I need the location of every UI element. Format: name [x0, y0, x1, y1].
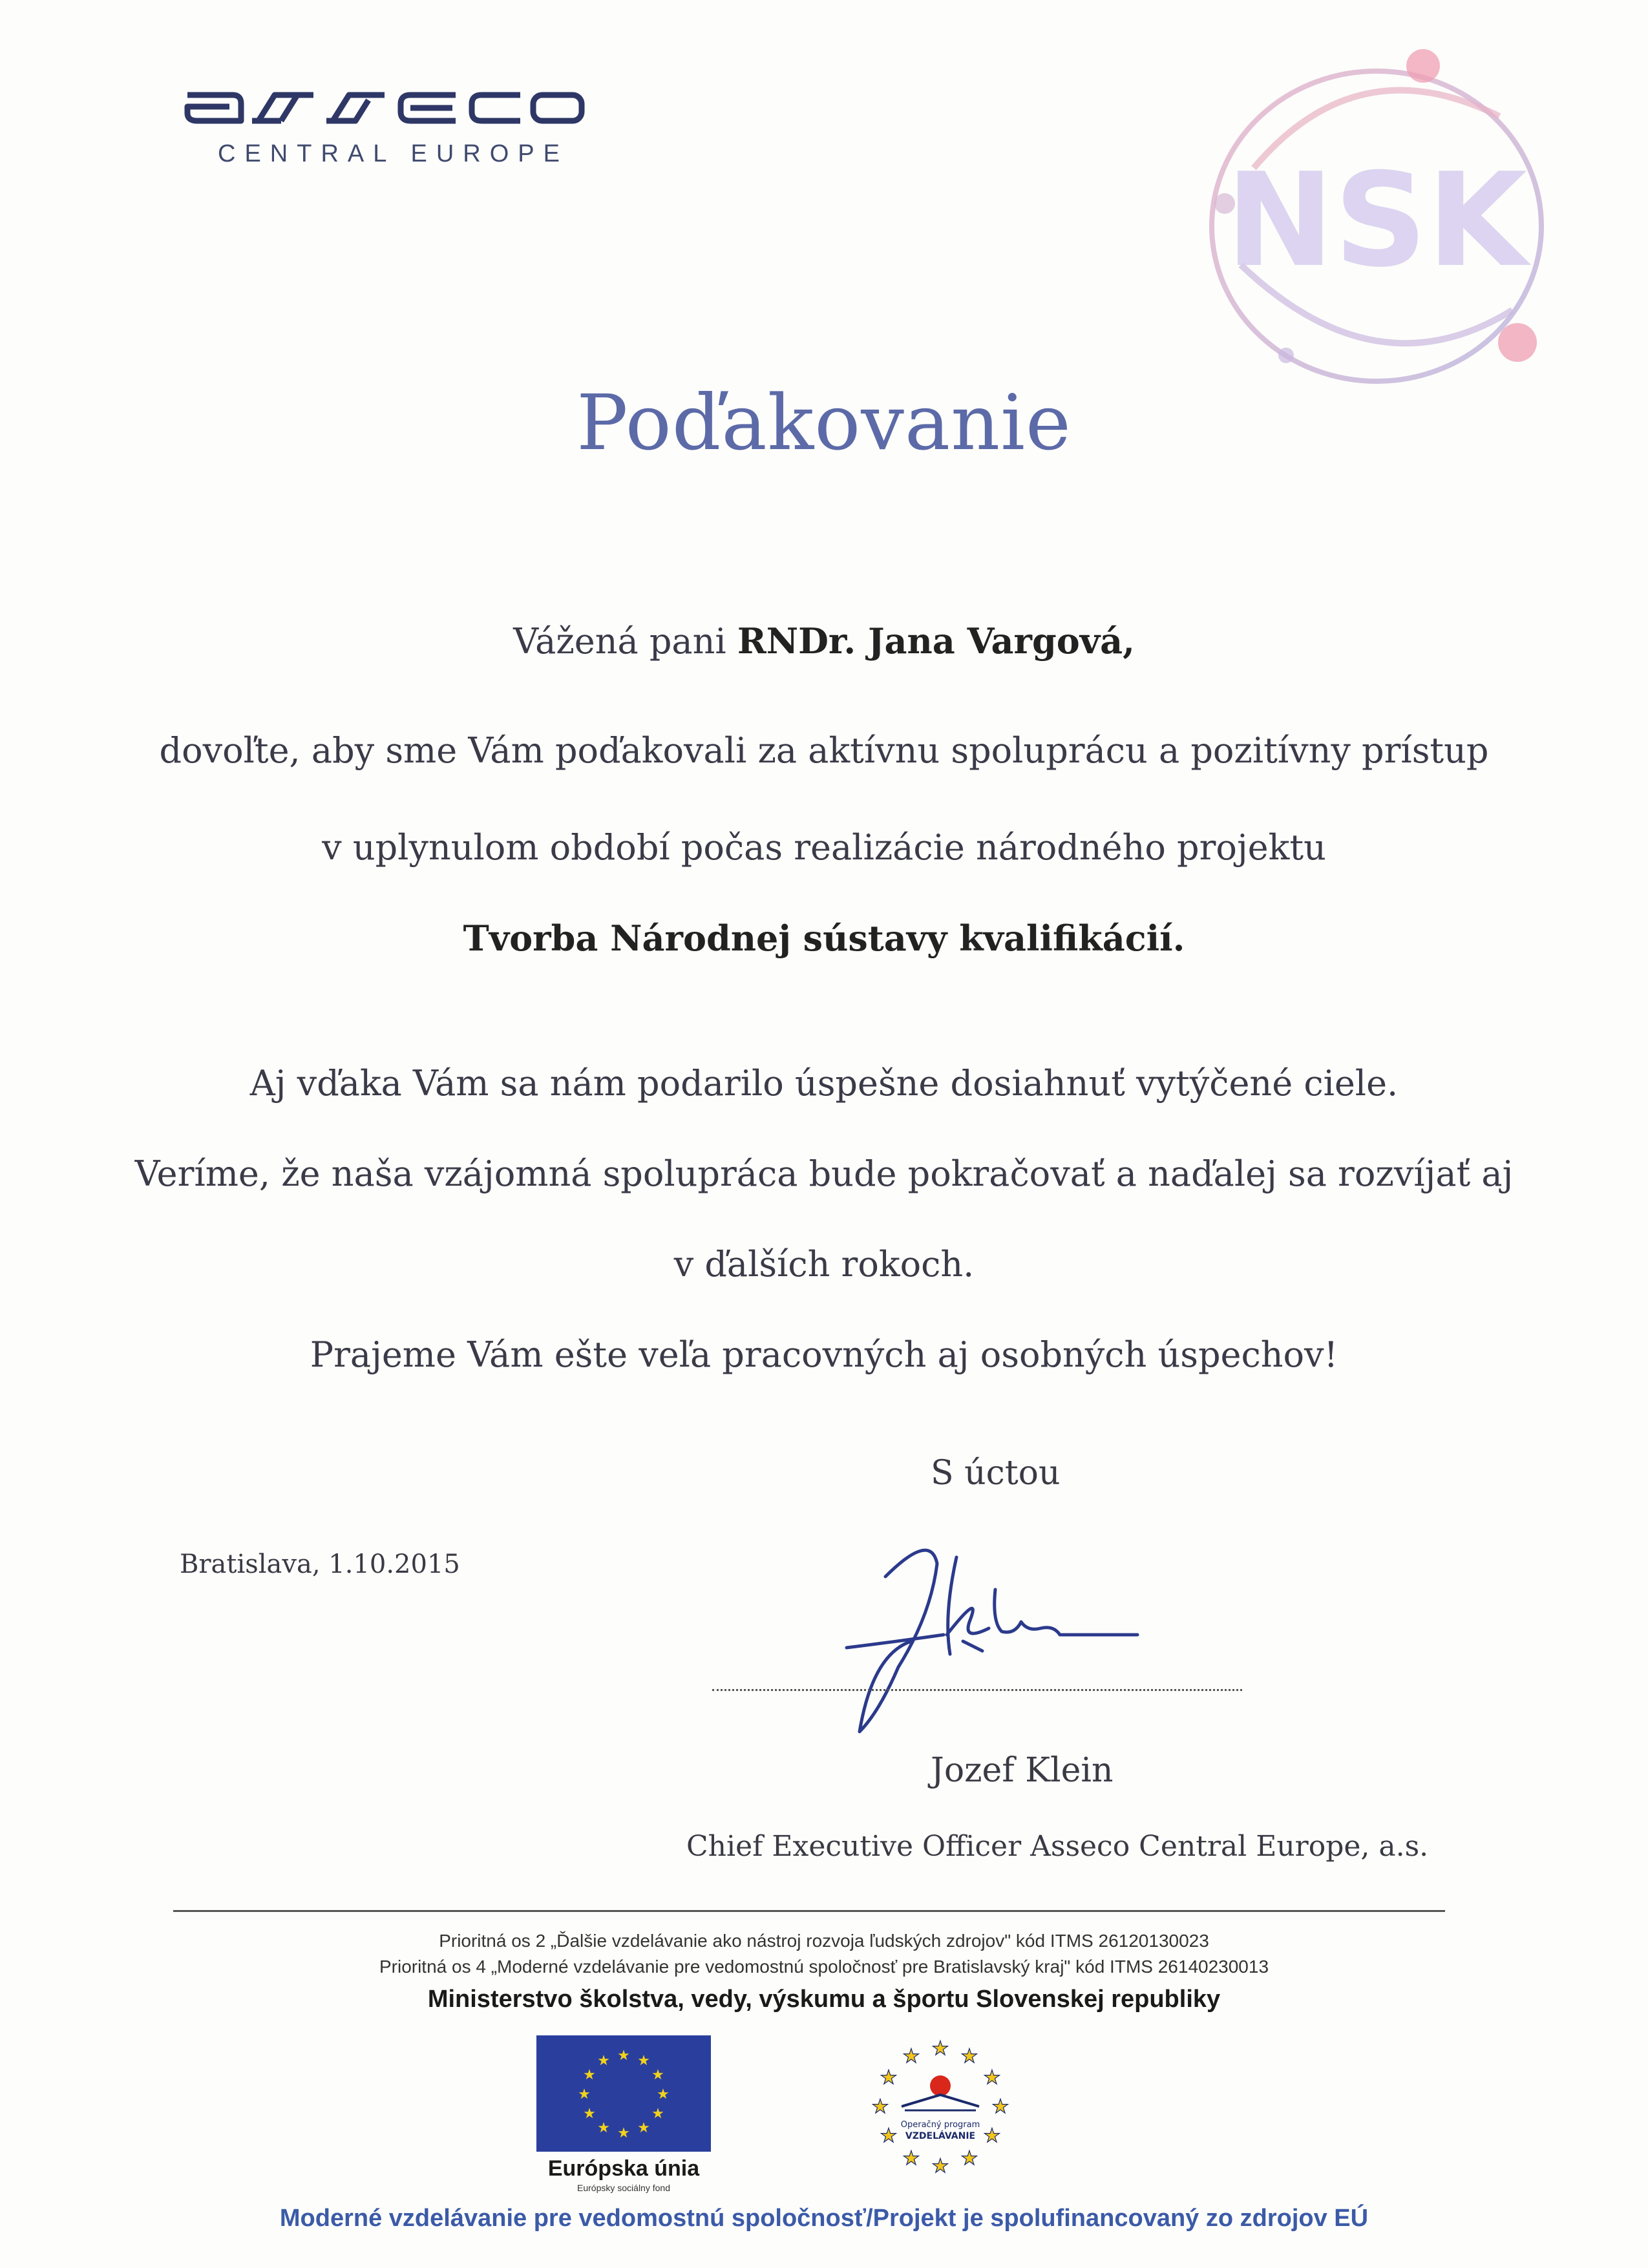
priority-axis-4: Prioritná os 4 „Moderné vzdelávanie pre vedomostnú spoločnosť pre Bratislavský kraj" kód ITMS 26140230013	[379, 1957, 1269, 1977]
ministry-name: Ministerstvo školstva, vedy, výskumu a športu Slovenskej republiky	[427, 1986, 1221, 2013]
svg-text:★: ★	[931, 2037, 949, 2060]
svg-text:★: ★	[651, 2106, 664, 2122]
signature-icon	[834, 1538, 1170, 1745]
asseco-wordmark-icon	[184, 81, 585, 132]
op-line1: Operačný program	[900, 2120, 980, 2130]
svg-text:★: ★	[637, 2053, 650, 2069]
svg-text:★: ★	[902, 2147, 920, 2170]
eu-flag	[536, 2035, 711, 2152]
signature	[834, 1538, 1170, 1745]
svg-text:★: ★	[597, 2053, 610, 2069]
salutation-prefix: Vážená pani	[513, 621, 737, 662]
svg-text:★: ★	[637, 2120, 650, 2136]
svg-text:★: ★	[597, 2120, 610, 2136]
svg-text:★: ★	[657, 2086, 670, 2103]
svg-text:★: ★	[960, 2045, 978, 2068]
page-title: Poďakovanie	[576, 378, 1072, 467]
body-wish: Prajeme Vám ešte veľa pracovných aj osobných úspechov!	[310, 1334, 1338, 1375]
op-line2: VZDELÁVANIE	[905, 2131, 976, 2141]
operational-programme-logo	[860, 2035, 1021, 2197]
footer-divider	[173, 1910, 1445, 1912]
svg-text:★: ★	[583, 2106, 596, 2122]
signature-line	[712, 1689, 1242, 1691]
svg-text:★: ★	[983, 2125, 1001, 2147]
project-name: Tvorba Národnej sústavy kvalifikácií.	[463, 918, 1185, 959]
eu-label: Európska únia	[547, 2156, 700, 2181]
body-continue-1: Veríme, že naša vzájomná spolupráca bude pokračovať a naďalej sa rozvíjať aj	[134, 1153, 1514, 1194]
eu-stars-icon	[536, 2035, 711, 2152]
svg-text:★: ★	[880, 2125, 898, 2147]
body-line-2: v uplynulom období počas realizácie národného projektu	[322, 827, 1326, 868]
body-continue-2: v ďalších rokoch.	[673, 1244, 975, 1285]
nsk-text: NSK	[1225, 145, 1528, 296]
place-date: Bratislava, 1.10.2015	[180, 1549, 460, 1579]
svg-text:★: ★	[983, 2066, 1001, 2089]
svg-text:★: ★	[583, 2067, 596, 2083]
regards: S úctou	[931, 1454, 1061, 1493]
svg-text:★: ★	[651, 2067, 664, 2083]
svg-text:★: ★	[617, 2125, 630, 2141]
nsk-emblem-icon	[1163, 19, 1577, 407]
nsk-logo	[1163, 19, 1577, 407]
svg-text:★: ★	[960, 2147, 978, 2170]
svg-text:★: ★	[871, 2095, 889, 2118]
recipient-name: RNDr. Jana Vargová,	[737, 620, 1135, 662]
body-line-1: dovoľte, aby sme Vám poďakovali za aktívnu spoluprácu a pozitívny prístup	[159, 730, 1489, 771]
svg-text:★: ★	[617, 2048, 630, 2064]
priority-axis-2: Prioritná os 2 „Ďalšie vzdelávanie ako nástroj rozvoja ľudských zdrojov" kód ITMS 26120130023	[439, 1931, 1209, 1951]
asseco-subtitle: CENTRAL EUROPE	[218, 140, 569, 167]
body-goal: Aj vďaka Vám sa nám podarilo úspešne dosiahnuť vytýčené ciele.	[249, 1063, 1399, 1104]
funding-banner: Moderné vzdelávanie pre vedomostnú spoločnosť/Projekt je spolufinancovaný zo zdrojov EÚ	[279, 2205, 1369, 2232]
signer-title: Chief Executive Officer Asseco Central Europe, a.s.	[686, 1830, 1429, 1863]
svg-text:★: ★	[991, 2095, 1009, 2118]
svg-text:★: ★	[578, 2086, 591, 2103]
signer-name: Jozef Klein	[931, 1751, 1114, 1790]
op-education-icon	[860, 2035, 1021, 2197]
svg-text:★: ★	[931, 2155, 949, 2178]
svg-text:★: ★	[902, 2045, 920, 2068]
eu-sublabel: Európsky sociálny fond	[577, 2183, 670, 2193]
salutation	[0, 620, 1648, 662]
asseco-logo	[184, 81, 585, 174]
svg-text:★: ★	[880, 2066, 898, 2089]
